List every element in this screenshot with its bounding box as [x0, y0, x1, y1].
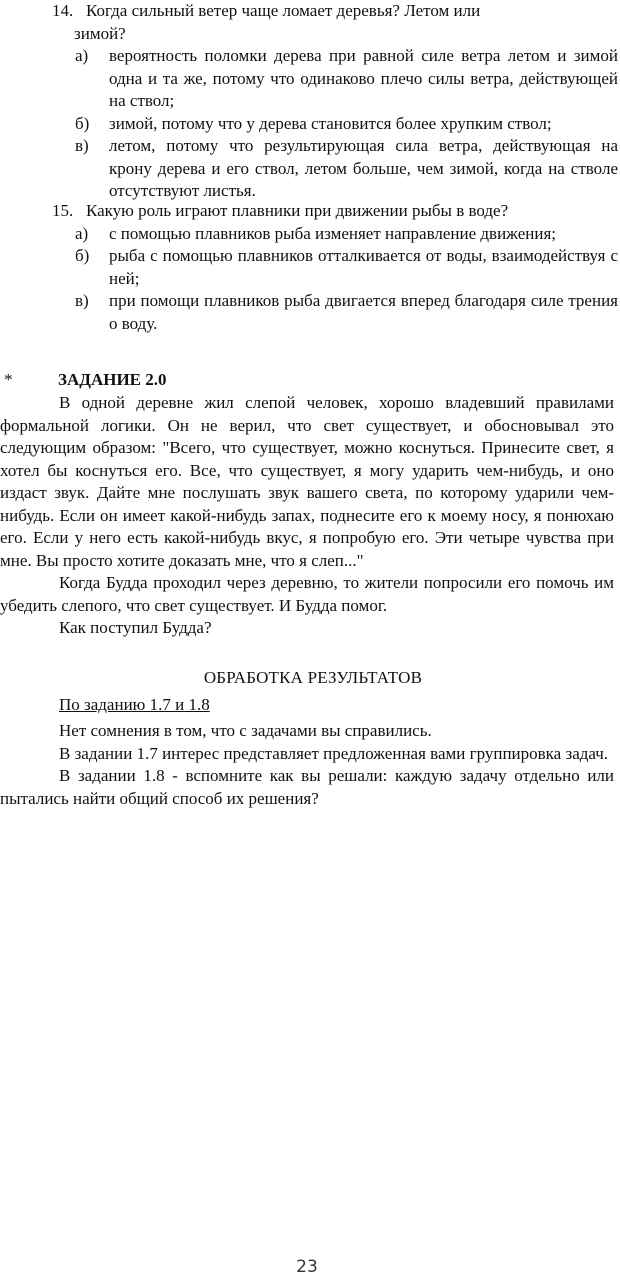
section-title: ОБРАБОТКА РЕЗУЛЬТАТОВ	[203, 668, 423, 687]
page-number: 23	[296, 1257, 318, 1277]
option-label: а)	[75, 223, 89, 243]
option-text: вероятность поломки дерева при равной силе ветра летом и зимой одна и та же, потому что одинаково плечо силы ветра, действующей на ствол;	[109, 46, 618, 110]
question-text: Какую роль играют плавники при движении рыбы в воде?	[86, 201, 509, 220]
task-heading	[0, 369, 614, 392]
option-label: б)	[75, 113, 90, 133]
answer-option	[75, 135, 618, 203]
option-label: б)	[75, 246, 90, 265]
task-paragraph: В одной деревне жил слепой человек, хорошо владевший правилами формальной логики. Он не верил, что свет существует, и обосновывал это следующим образом: "Всего, что существует, можно коснуться. Принесите свет, я хотел бы коснуться его. Все, что существует, я могу ударить чем-нибудь, и оно издаст звук. Дайте мне послушать звук вашего света, по которому ударили чем-нибудь. Если он имеет какой-нибудь запах, поднесите его к моему носу, я понюхаю его. Если у него есть какой-нибудь вкус, я попробую его. Эти четыре чувства при мне. Вы просто хотите доказать мне, что я слеп..."	[0, 393, 614, 570]
answer-option	[75, 223, 618, 246]
question-14-text	[52, 0, 618, 45]
question-text-line1: Когда сильный ветер чаще ломает деревья? Летом или	[86, 1, 481, 20]
answer-option	[75, 45, 618, 113]
question-14	[52, 0, 618, 203]
results-paragraph: В задании 1.8 - вспомните как вы решали: каждую задачу отдельно или пытались найти общий способ их решения?	[0, 766, 614, 808]
option-text: зимой, потому что у дерева становится более хрупким ствол;	[109, 113, 552, 133]
question-text-line2: зимой?	[74, 23, 126, 43]
question-number: 14.	[52, 1, 74, 20]
results-section	[0, 667, 614, 810]
section-subtitle: По заданию 1.7 и 1.8	[59, 694, 210, 714]
answer-option	[75, 290, 618, 335]
answer-option	[75, 113, 618, 136]
option-text: при помощи плавников рыба двигается вперед благодаря силе трения о воду.	[109, 291, 618, 333]
results-paragraph: Нет сомнения в том, что с задачами вы справились.	[59, 721, 432, 740]
task-paragraph: Когда Будда проходил через деревню, то жители попросили его помочь им убедить слепого, что свет существует. И Будда помог.	[0, 573, 614, 615]
option-label: в)	[75, 136, 89, 155]
answer-option	[75, 245, 618, 290]
task-2-0	[0, 369, 614, 640]
task-title: ЗАДАНИЕ 2.0	[58, 370, 167, 389]
option-label: в)	[75, 291, 89, 310]
question-15	[52, 200, 618, 335]
results-paragraph: В задании 1.7 интерес представляет предложенная вами группировка задач.	[59, 743, 609, 763]
option-text: рыба с помощью плавников отталкивается от воды, взаимодействуя с ней;	[109, 246, 618, 288]
question-15-text	[52, 200, 618, 223]
task-question: Как поступил Будда?	[59, 618, 212, 637]
option-text: с помощью плавников рыба изменяет направление движения;	[109, 223, 556, 243]
asterisk-mark: *	[4, 370, 13, 389]
question-number: 15.	[52, 201, 74, 220]
option-label: а)	[75, 46, 89, 65]
option-text: летом, потому что результирующая сила ветра, действующая на крону дерева и его ствол, летом больше, чем зимой, когда на стволе отсутствуют листья.	[109, 136, 618, 200]
